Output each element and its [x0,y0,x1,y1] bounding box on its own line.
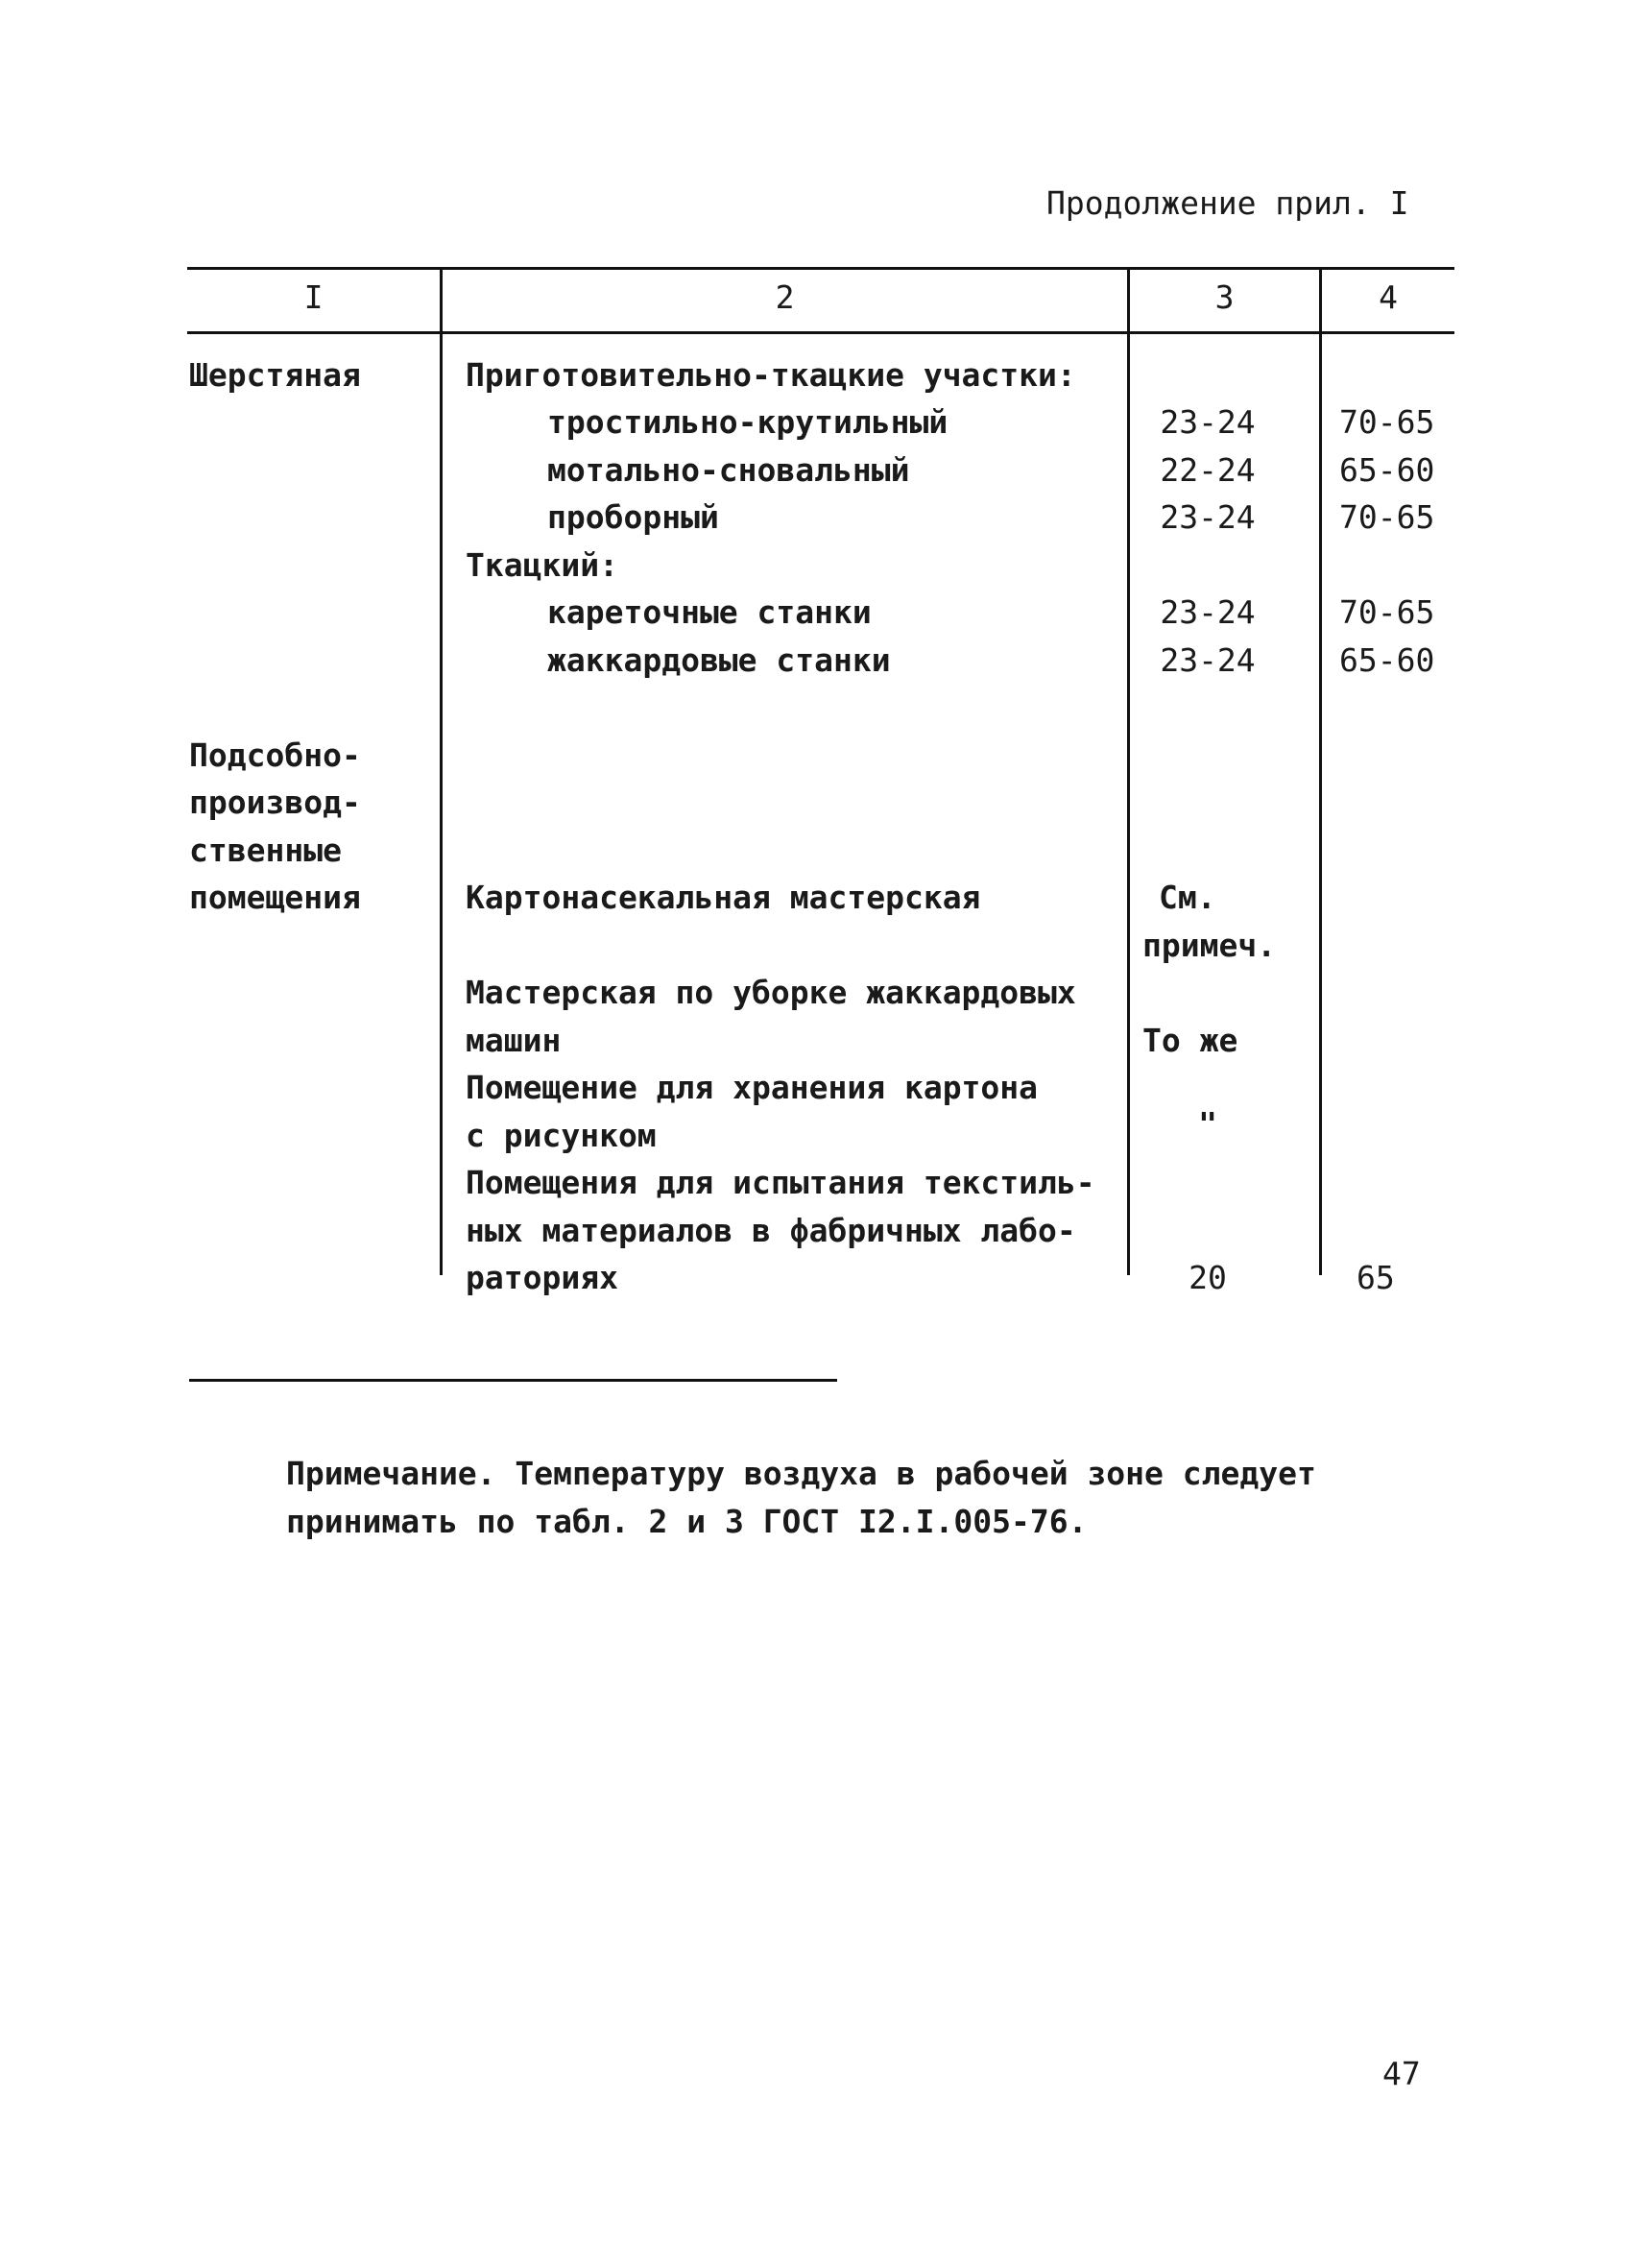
ditto-mark: " [1198,1105,1217,1143]
temperature-value: 20 [1189,1259,1227,1296]
column-header-2: 2 [775,278,795,316]
continuation-label: Продолжение прил. I [1046,184,1409,222]
humidity-value: 70-65 [1339,498,1435,536]
row-description: машин [466,1022,562,1059]
row-description: раториях [466,1259,618,1296]
temperature-value: 23-24 [1160,403,1256,441]
row-description: жаккардовые станки [547,641,891,679]
temperature-value: 22-24 [1160,451,1256,489]
category-label: ственные [189,832,342,869]
row-description: Помещения для испытания текстиль- [466,1164,1095,1201]
column-divider-1 [440,331,443,1275]
page-number: 47 [1382,2055,1421,2092]
row-description: Картонасекальная мастерская [466,879,981,916]
humidity-value: 65-60 [1339,451,1435,489]
temperature-value: 23-24 [1160,498,1256,536]
row-description: Помещение для хранения картона [466,1069,1039,1106]
row-description: Приготовительно-ткацкие участки: [466,356,1076,394]
category-label: помещения [189,879,361,916]
table-top-rule [187,267,1454,270]
row-description: проборный [547,498,719,536]
data-table [187,259,1454,1296]
header-bottom-rule [187,331,1454,334]
temperature-value: 23-24 [1160,593,1256,631]
humidity-value: 65 [1357,1259,1395,1296]
category-label: Подсобно- [189,736,361,774]
row-description: с рисунком [466,1117,657,1154]
humidity-value: 65-60 [1339,641,1435,679]
row-description: кареточные станки [547,593,872,631]
category-label: Шерстяная [189,356,361,394]
column-header-3: 3 [1214,278,1235,316]
temperature-value: См. [1159,879,1216,916]
row-description: Ткацкий: [466,546,618,584]
column-header-1: I [303,278,324,316]
category-label: производ- [189,784,361,821]
temperature-value: примеч. [1142,927,1277,964]
humidity-value: 70-65 [1339,593,1435,631]
humidity-value: 70-65 [1339,403,1435,441]
row-description: Мастерская по уборке жаккардовых [466,974,1076,1011]
footnote-text: Примечание. Температуру воздуха в рабочей зоне следует принимать по табл. 2 и 3 ГОСТ I2.I.005-76. [286,1455,1316,1540]
temperature-value: То же [1142,1022,1238,1059]
temperature-value: 23-24 [1160,641,1256,679]
row-description: тростильно-крутильный [547,403,949,441]
row-description: ных материалов в фабричных лабо- [466,1212,1076,1249]
column-header-4: 4 [1379,278,1398,316]
row-description: мотально-сновальный [547,451,910,489]
footnote-separator [189,1379,837,1382]
column-divider-3 [1319,267,1322,1275]
